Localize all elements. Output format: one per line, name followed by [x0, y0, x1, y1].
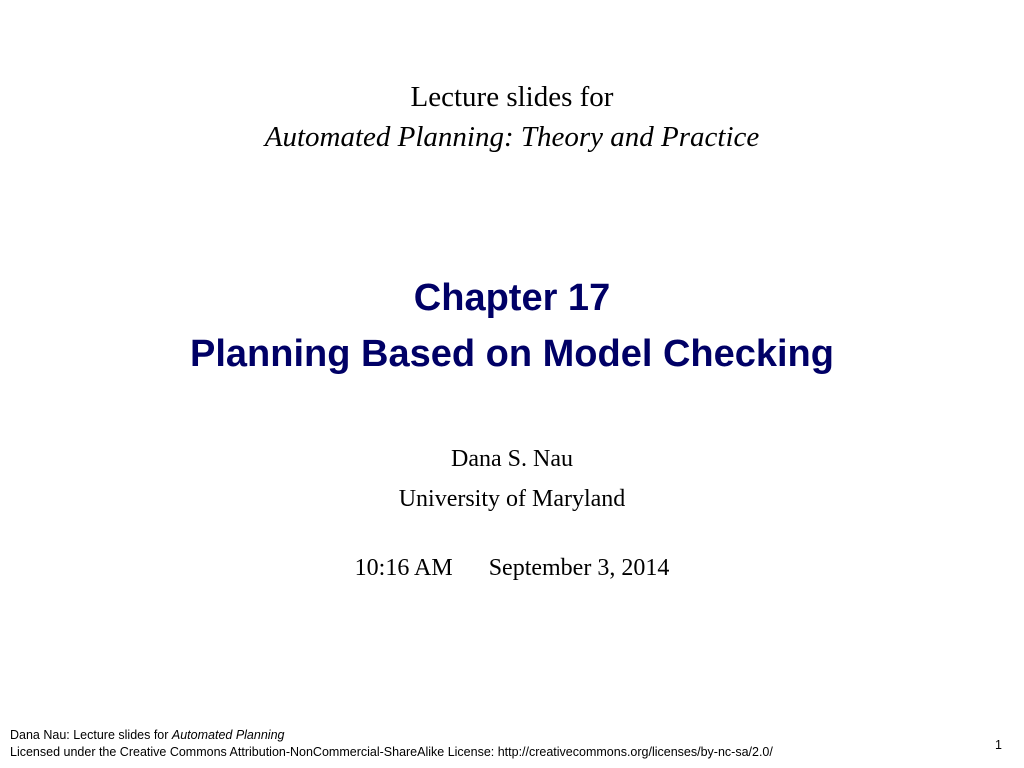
chapter-title: Planning Based on Model Checking	[190, 333, 834, 375]
author-affiliation: University of Maryland	[398, 486, 626, 512]
book-title: Automated Planning: Theory and Practice	[264, 121, 760, 153]
author-name: Dana S. Nau	[451, 446, 573, 472]
footer	[10, 727, 773, 761]
datetime	[0, 553, 1024, 583]
date-text: September 3, 2014	[488, 555, 670, 581]
footer-license: Licensed under the Creative Commons Attribution-NonCommercial-ShareAlike License: http://creativecommons.org/licenses/by-nc-sa/2.0/	[10, 745, 773, 759]
time-text: 10:16 AM	[354, 555, 453, 581]
footer-line-1-book: Automated Planning	[171, 728, 285, 742]
chapter-number: Chapter 17	[413, 277, 611, 319]
footer-line-1	[10, 727, 773, 744]
intro-line: Lecture slides for	[410, 81, 614, 113]
page-number: 1	[995, 738, 1002, 752]
footer-line-1-prefix: Dana Nau: Lecture slides for	[10, 728, 172, 742]
